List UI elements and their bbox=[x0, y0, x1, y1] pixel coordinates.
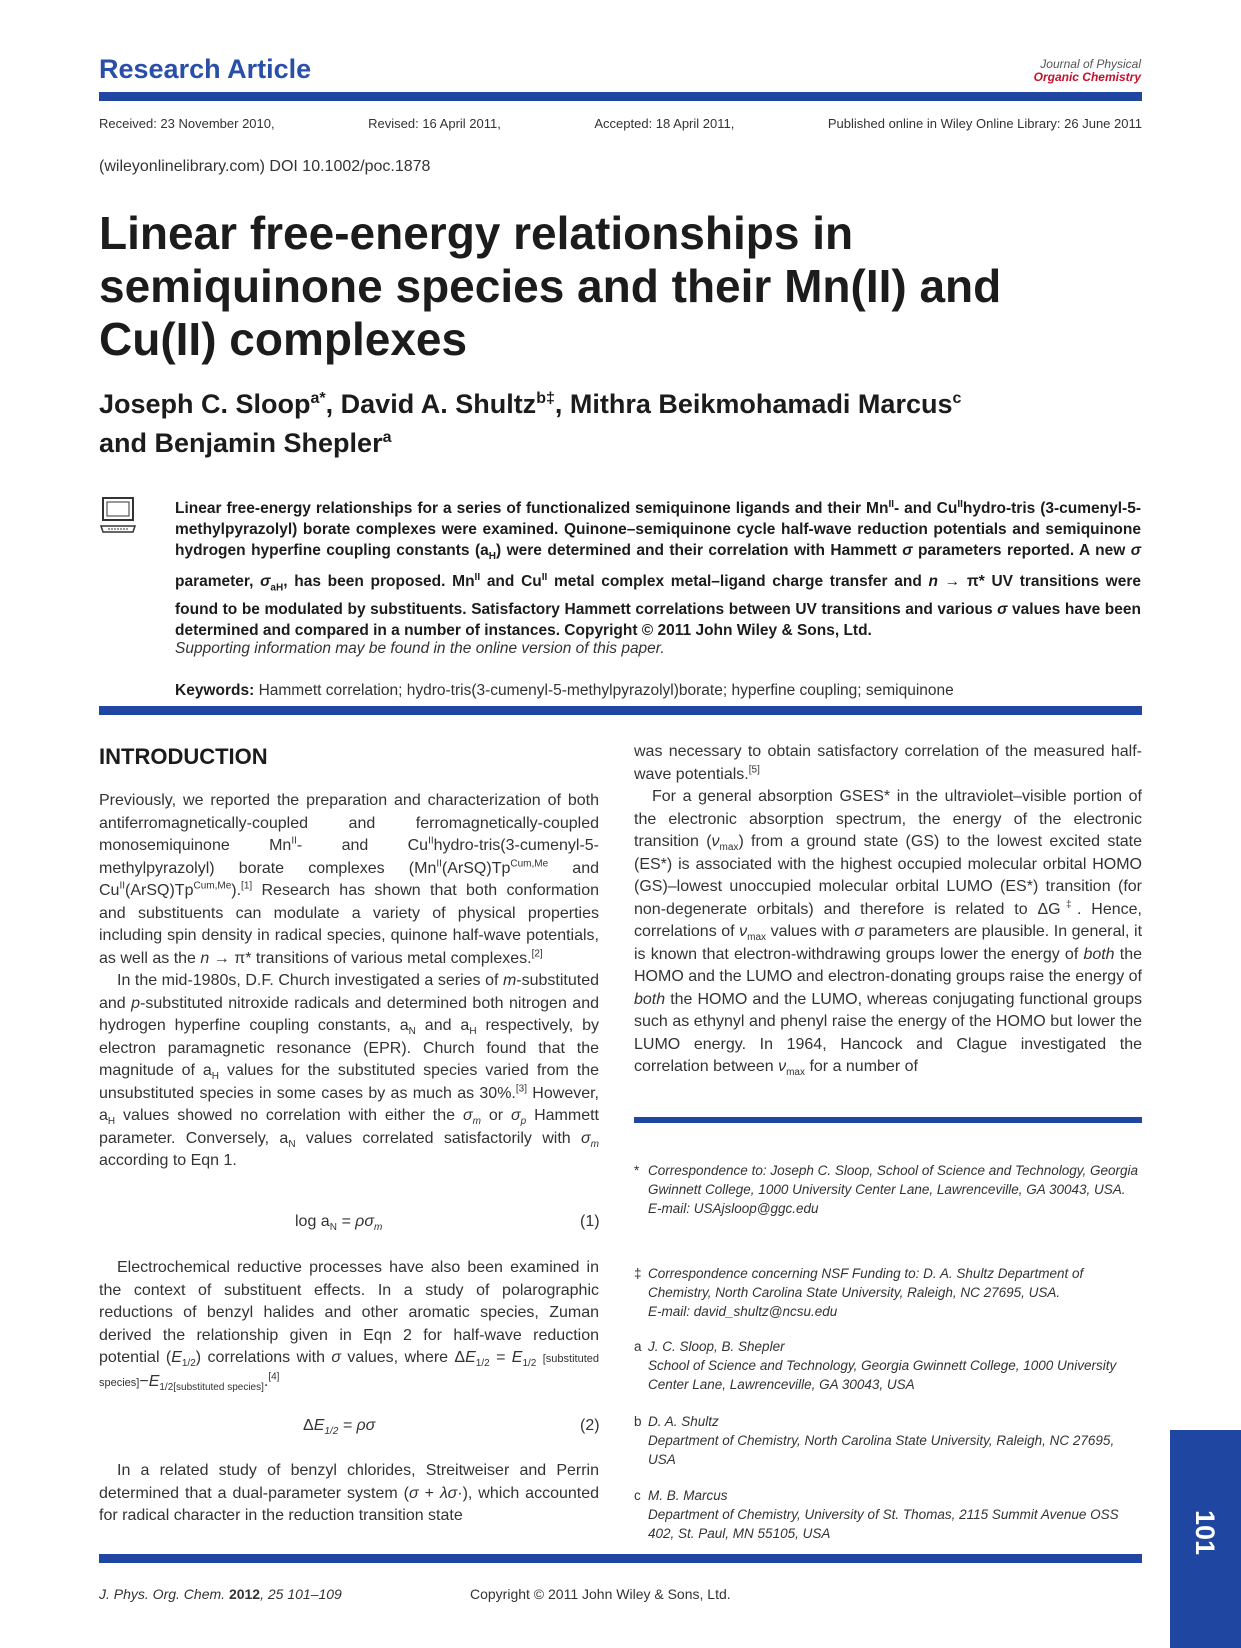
paragraph: Electrochemical reductive processes have also been examined in the context of substituent effects. In a study of polarographic reductions of benzyl halides and other aromatic species, Zuman derived the relationship given in Eqn 2 for half-wave reduction potential $(E_{1/2})$ correlations with σ values, where $\Delta E_{1/2} = E_{1/2}$ [substituted $species]-E_{1/2[substituted species]}.[4]$ bbox=[99, 1259, 600, 1393]
affiliation-b bbox=[634, 1412, 1142, 1469]
author-name: David A. Shultz bbox=[340, 389, 537, 419]
article-dates bbox=[99, 116, 1142, 131]
footnote-rule bbox=[634, 1117, 1142, 1123]
header-rule bbox=[99, 92, 1142, 101]
affiliation-address: School of Science and Technology, Georgia Gwinnett College, 1000 University Center Lane, Lawrenceville, GA 30043, USA bbox=[648, 1358, 1117, 1392]
affiliation-mark: b bbox=[634, 1414, 642, 1429]
section-heading: INTRODUCTION bbox=[99, 744, 268, 769]
footnote-correspondence bbox=[634, 1161, 1142, 1218]
footnote-mark: * bbox=[634, 1163, 640, 1178]
paragraph: For a general absorption GSES* in the ultraviolet–visible portion of the electronic absorption spectrum, the energy of the electronic transition $(\nu_{max})$ from a ground state (GS) to the lowest excited state (ES*) is associated with the highest occupied molecular orbital HOMO (GS)–lowest unoccupied molecular orbital LUMO (ES*) transition (for non-degenerate orbitals) and therefore is related to ΔG‡. Hence, correlations of $\nu_{max}$ values with σ parameters are plausible. In general, it is known that electron-withdrawing groups lower the energy of both the HOMO and the LUMO and electron-donating groups raise the energy of both the HOMO and the LUMO, whereas conjugating functional groups such as ethynyl and phenyl raise the energy of the HOMO but lower the LUMO energy. In 1964, Hancock and Clague investigated the correlation between $\nu_{max}$ for a number of bbox=[634, 788, 1143, 1079]
affiliation-names: J. C. Sloop, B. Shepler bbox=[648, 1339, 785, 1354]
paragraph: Previously, we reported the preparation and characterization of both antiferromagnetically-coupled and ferromagnetically-coupled monosemiquinone $Mn^{II}-$ and $Cu^{II}hydro-tris(3-cumenyl-5-methylpyrazolyl)$ borate complexes ($Mn^{II}(ArSQ)Tp^{Cum,Me}$ and $Cu^{II}(ArSQ)Tp^{Cum,Me}).[1]$ Research has shown that both conformation and substituents can modulate a variety of physical properties including spin density in radical species, quinone half-wave potentials, as well as the n → π* transitions of various metal complexes.[2] bbox=[99, 792, 599, 967]
keywords-list: Hammett correlation; hydro-tris(3-cumenyl-5-methylpyrazolyl)borate; hyperfine coupling; semiquinone bbox=[258, 682, 954, 699]
body-column-left bbox=[99, 790, 599, 1173]
journal-logo-line1: Journal of Physical bbox=[1040, 57, 1141, 71]
equation-number: (2) bbox=[580, 1417, 600, 1434]
body-column-right bbox=[634, 741, 1142, 1079]
affiliation-address: Department of Chemistry, North Carolina State University, Raleigh, NC 27695, USA bbox=[648, 1433, 1115, 1467]
equation-2: $\Delta E_{1/2} = \rho\sigma$ bbox=[303, 1417, 376, 1438]
author-name: Mithra Beikmohamadi Marcus bbox=[569, 389, 953, 419]
journal-logo-line2: Organic Chemistry bbox=[1033, 70, 1141, 84]
author-name: Joseph C. Sloop bbox=[99, 389, 311, 419]
revised-date: Revised: 16 April 2011, bbox=[368, 116, 501, 131]
email-link[interactable]: E-mail: USAjsloop@ggc.edu bbox=[648, 1201, 819, 1216]
equation-number: (1) bbox=[580, 1213, 600, 1230]
abstract-rule bbox=[99, 706, 1142, 715]
section-label: Research Article bbox=[99, 54, 312, 84]
published-date: Published online in Wiley Online Library: 26 June 2011 bbox=[827, 116, 1142, 131]
author-mark: c bbox=[952, 390, 962, 407]
abstract: Linear free-energy relationships for a series of functionalized semiquinone ligands and their $Mn^{II}-$ and $Cu^{II}hydro$-tris (3-cumenyl-5-methylpyrazolyl) borate complexes were examined. Quinone–semiquinone cycle half-wave reduction potentials and semiquinone hydrogen hyperfine coupling constants $(a_H)$ were determined and their correlation with Hammett σ parameters reported. A new σ parameter, $\sigma_{aH}$, has been proposed. $Mn^{II}$ and $Cu^{II}$ metal complex metal–ligand charge transfer and n → π* UV transitions were found to be modulated by substituents. Satisfactory Hammett correlations between UV transitions and various σ values have been determined and compared in a number of instances. Copyright © 2011 John Wiley & Sons, Ltd. bbox=[175, 499, 1142, 639]
affiliation-address: Department of Chemistry, University of St. Thomas, 2115 Summit Avenue OSS 402, St. Paul, MN 55105, USA bbox=[648, 1507, 1119, 1541]
affiliation-mark: a bbox=[634, 1339, 642, 1354]
footnote-text: Correspondence to: Joseph C. Sloop, School of Science and Technology, Georgia Gwinnett College, 1000 University Center Lane, Lawrenceville, GA 30043, USA. bbox=[648, 1163, 1139, 1197]
affiliation-names: D. A. Shultz bbox=[648, 1414, 719, 1429]
affiliation-names: M. B. Marcus bbox=[648, 1488, 728, 1503]
article-title: Linear free-energy relationships in semiquinone species and their Mn(II) and Cu(II) complexes bbox=[99, 207, 1002, 365]
doi[interactable]: (wileyonlinelibrary.com) DOI 10.1002/poc.1878 bbox=[99, 158, 431, 175]
accepted-date: Accepted: 18 April 2011, bbox=[594, 116, 735, 131]
footer-rule bbox=[99, 1554, 1142, 1563]
copyright: Copyright © 2011 John Wiley & Sons, Ltd. bbox=[470, 1586, 731, 1602]
author-mark: b‡ bbox=[536, 390, 555, 407]
author-name: Benjamin Shepler bbox=[154, 428, 383, 458]
footnote-mark: ‡ bbox=[634, 1266, 642, 1281]
affiliation-c bbox=[634, 1486, 1142, 1543]
journal-logo bbox=[1034, 58, 1141, 84]
keywords-label: Keywords: bbox=[175, 682, 255, 699]
citation-year: 2012 bbox=[228, 1586, 261, 1602]
paragraph: In a related study of benzyl chlorides, Streitweiser and Perrin determined that a dual-parameter system (σ + λσ·), which accounted for radical character in the reduction transition state bbox=[99, 1462, 600, 1524]
affiliation-mark: c bbox=[634, 1488, 641, 1503]
citation-journal: J. Phys. Org. Chem. bbox=[99, 1586, 226, 1602]
email-link[interactable]: E-mail: david_shultz@ncsu.edu bbox=[648, 1304, 838, 1319]
page-number: 101 bbox=[1190, 1510, 1220, 1556]
equation-1: $\log a_N = \rho\sigma_m$ bbox=[295, 1213, 383, 1234]
citation-pages: , 25 101–109 bbox=[260, 1586, 342, 1602]
paragraph: In the mid-1980s, D.F. Church investigated a series of m-substituted and p-substituted nitroxide radicals and determined both nitrogen and hydrogen hyperfine coupling constants, $a_N$ and $a_H$ respectively, by electron paramagnetic resonance (EPR). Church found that the magnitude of $a_H$ values for the substituted species varied from the unsubstituted species in some cases by as much as 30%.[3] However, $a_H$ values showed no correlation with either the $\sigma_m$ or $\sigma_p$ Hammett parameter. Conversely, $a_N$ values correlated satisfactorily with $\sigma_m$ according to Eqn 1. bbox=[99, 972, 600, 1169]
body-paragraph bbox=[99, 1460, 599, 1528]
keywords bbox=[175, 682, 954, 700]
author-mark: a* bbox=[310, 390, 326, 407]
footnote-text: Correspondence concerning NSF Funding to: D. A. Shultz Department of Chemistry, North Carolina State University, Raleigh, NC 27695, USA. bbox=[648, 1266, 1084, 1300]
paragraph: was necessary to obtain satisfactory correlation of the measured half-wave potentials.[5] bbox=[634, 743, 1142, 783]
computer-icon bbox=[100, 496, 136, 536]
author-mark: a bbox=[382, 429, 392, 446]
citation bbox=[99, 1586, 342, 1602]
author-list: Joseph C. Sloop$^{a*}$, David A. Shultz$^{b\ddagger}$, Mithra Beikmohamadi Marcus$^c$ and Benjamin Shepler$^a$ bbox=[99, 389, 962, 458]
footnote-funding bbox=[634, 1264, 1142, 1321]
received-date: Received: 23 November 2010, bbox=[99, 116, 275, 131]
affiliation-a bbox=[634, 1337, 1142, 1394]
body-paragraph bbox=[99, 1257, 599, 1394]
supporting-info-note: Supporting information may be found in the online version of this paper. bbox=[175, 640, 665, 657]
